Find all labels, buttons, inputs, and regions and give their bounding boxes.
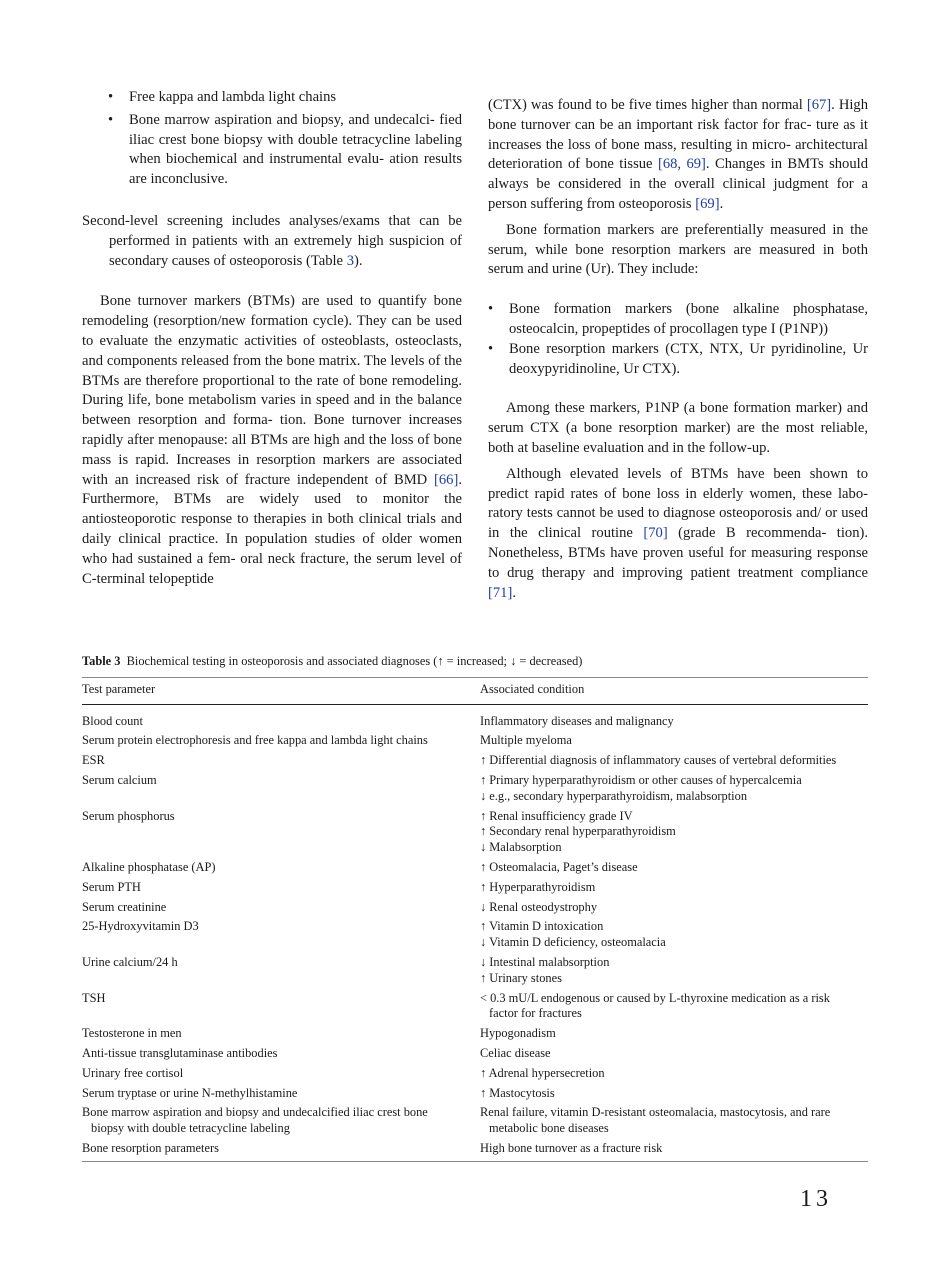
cell-text: ↑ Secondary renal hyperparathyroidism: [480, 824, 676, 839]
table-row: [82, 917, 868, 953]
test-parameter-cell: [82, 704, 480, 731]
cell-text: Urine calcium/24 h: [82, 954, 178, 969]
table-row: [82, 1103, 868, 1139]
cell-text: High bone turnover as a fracture risk: [480, 1140, 663, 1155]
cell-text: Serum creatinine: [82, 899, 167, 914]
cell-text: ↑ Urinary stones: [480, 970, 562, 985]
test-parameter-cell: [82, 807, 480, 858]
paragraph-text: ).: [353, 252, 363, 269]
associated-condition-cell: [480, 917, 868, 953]
cell-text: TSH: [82, 990, 106, 1005]
cell-text: ↓ Intestinal malabsorption: [480, 954, 610, 969]
associated-condition-cell: [480, 1024, 868, 1044]
p1np-paragraph: Among these markers, P1NP (a bone formation marker) and serum CTX (a bone resorption marker) are the most reliable, both at baseline evaluation and in the follow-up.: [488, 400, 868, 456]
associated-condition-cell: [480, 989, 868, 1025]
table-row: [82, 1044, 868, 1064]
test-parameter-cell: [82, 989, 480, 1025]
list-item-text: Bone marrow aspiration and biopsy, and undecalci- fied iliac crest bone biopsy with double tetracycline labeling when biochemical and instrumental evalu- ation results are inconclusive.: [129, 111, 462, 188]
associated-condition-cell: [480, 751, 868, 771]
test-parameter-cell: [82, 771, 480, 807]
right-column: [488, 96, 868, 603]
table-row: [82, 731, 868, 751]
table-row: [82, 989, 868, 1025]
cell-text: ↓ Renal osteodystrophy: [480, 899, 598, 914]
associated-condition-cell: [480, 1084, 868, 1104]
paragraph-text: .: [719, 195, 724, 212]
paragraph-text: (CTX) was found to be five times higher than normal: [488, 97, 807, 113]
table-row: [82, 898, 868, 918]
citation-link[interactable]: [66]: [434, 471, 459, 488]
test-parameter-cell: [82, 1103, 480, 1139]
table-row: [82, 1024, 868, 1044]
table-body: [82, 704, 868, 1161]
cell-text: ↓ Vitamin D deficiency, osteomalacia: [480, 935, 666, 950]
cell-text: Urinary free cortisol: [82, 1065, 184, 1080]
associated-condition-cell: [480, 704, 868, 731]
cell-text: biopsy with double tetracycline labeling: [91, 1121, 290, 1136]
cell-text: Serum PTH: [82, 879, 141, 894]
bullet-icon: •: [108, 89, 114, 105]
cell-text: Serum tryptase or urine N-methylhistamine: [82, 1085, 298, 1100]
table-row: [82, 704, 868, 731]
table-caption-text: Biochemical testing in osteoporosis and associated diagnoses (↑ = increased; ↓ = decreased): [126, 654, 583, 668]
associated-condition-cell: [480, 771, 868, 807]
test-parameter-cell: [82, 731, 480, 751]
cell-text: ↓ e.g., secondary hyperparathyroidism, malabsorption: [480, 788, 748, 803]
cell-text: ↑ Differential diagnosis of inflammatory causes of vertebral deformities: [480, 753, 837, 768]
test-parameter-cell: [82, 858, 480, 878]
marker-bullet-list: [488, 300, 868, 379]
cell-text: Blood count: [82, 713, 143, 728]
table-row: [82, 771, 868, 807]
formation-markers-paragraph: Bone formation markers are preferentially measured in the serum, while bone resorption markers are measured in both serum and urine (Ur). They include:: [488, 221, 868, 278]
list-item: [82, 111, 462, 190]
associated-condition-cell: [480, 898, 868, 918]
cell-text: ↑ Renal insufficiency grade IV: [480, 808, 633, 823]
citation-link[interactable]: [68, 69]: [657, 156, 706, 173]
table-row: [82, 751, 868, 771]
table-row: [82, 858, 868, 878]
associated-condition-cell: [480, 1103, 868, 1139]
paragraph-text: Although elevated levels of BTMs have been shown to predict rapid rates of bone loss in elderly women, these labo- ratory tests cannot be used to diagnose osteoporosis and/ or used in the clinical routine: [488, 465, 868, 542]
list-item-text: Bone formation markers (bone alkaline phosphatase, osteocalcin, propeptides of procollagen type I (P1NP)): [509, 301, 868, 337]
test-parameter-cell: [82, 1044, 480, 1064]
table-reference-link[interactable]: 3: [346, 252, 354, 269]
cell-text: ESR: [82, 753, 105, 768]
bullet-icon: •: [488, 301, 494, 318]
paragraph-text: . Furthermore, BTMs are widely used to monitor the antiosteoporotic response to therapies in both clinical trials and daily clinical practice. In population studies of older women who had sustained a fem- oral neck fracture, the serum level of C-terminal telopeptide: [82, 471, 462, 587]
associated-condition-cell: [480, 731, 868, 751]
test-parameter-cell: [82, 898, 480, 918]
associated-condition-cell: [480, 1064, 868, 1084]
cell-text: Serum calcium: [82, 772, 157, 787]
biochemical-testing-table: [82, 677, 868, 1162]
table-row: [82, 1084, 868, 1104]
cell-text: Bone marrow aspiration and biopsy and undecalcified iliac crest bone: [82, 1105, 428, 1120]
second-level-paragraph: [82, 212, 462, 271]
table-row: [82, 878, 868, 898]
cell-text: Alkaline phosphatase (AP): [82, 859, 216, 874]
citation-link[interactable]: [69]: [695, 195, 720, 212]
cell-text: Serum protein electrophoresis and free kappa and lambda light chains: [82, 733, 428, 748]
test-parameter-cell: [82, 1139, 480, 1161]
cell-text: < 0.3 mU/L endogenous or caused by L-thyroxine medication as a risk: [480, 990, 830, 1005]
table-header-row: [82, 677, 868, 704]
test-parameter-cell: [82, 1024, 480, 1044]
citation-link[interactable]: [67]: [806, 97, 832, 113]
cell-text: ↑ Primary hyperparathyroidism or other causes of hypercalcemia: [480, 772, 802, 787]
left-column: [82, 88, 462, 589]
paragraph-text: (grade B recommenda- tion). Nonetheless, BTMs have proven useful for measuring response to drug therapy and improving patient treatment compliance: [488, 525, 869, 581]
test-parameter-cell: [82, 1064, 480, 1084]
table-label: Table 3: [82, 654, 121, 668]
table-row: [82, 807, 868, 858]
column-header-test-parameter: Test parameter: [82, 677, 480, 704]
cell-text: ↑ Osteomalacia, Paget’s disease: [480, 859, 638, 874]
cell-text: Anti-tissue transglutaminase antibodies: [82, 1045, 278, 1060]
cell-text: ↑ Mastocytosis: [480, 1085, 555, 1100]
cell-text: Renal failure, vitamin D-resistant osteomalacia, mastocytosis, and rare: [480, 1105, 831, 1120]
citation-link[interactable]: [70]: [643, 525, 668, 542]
associated-condition-cell: [480, 953, 868, 989]
cell-text: ↑ Vitamin D intoxication: [480, 919, 604, 934]
associated-condition-cell: [480, 878, 868, 898]
list-item-text: Free kappa and lambda light chains: [129, 89, 337, 105]
cell-text: Inflammatory diseases and malignancy: [480, 713, 674, 728]
list-item: [488, 300, 868, 340]
cell-text: Serum phosphorus: [82, 808, 175, 823]
test-parameter-cell: [82, 953, 480, 989]
paragraph-text: . Changes in BMTs should always be considered in the overall clinical judgment for a person suffering from osteoporosis: [488, 156, 869, 212]
cell-text: ↑ Hyperparathyroidism: [480, 879, 596, 894]
test-parameter-cell: [82, 1084, 480, 1104]
elevated-btm-paragraph: [488, 465, 868, 604]
cell-text: ↓ Malabsorption: [480, 840, 562, 855]
table-caption: [82, 654, 868, 670]
column-header-associated-condition: Associated condition: [480, 677, 868, 704]
cell-text: Testosterone in men: [82, 1026, 182, 1041]
bullet-icon: •: [488, 340, 494, 357]
cell-text: Bone resorption parameters: [82, 1140, 219, 1155]
cell-text: factor for fractures: [489, 1006, 582, 1021]
paragraph-text: .: [512, 584, 516, 601]
table-row: [82, 1064, 868, 1084]
paragraph-text: Second-level screening includes analyses/exams that can be performed in patients with an extremely high suspicion of secondary causes of osteoporosis (Table: [82, 212, 462, 269]
associated-condition-cell: [480, 1044, 868, 1064]
paragraph-text: . High bone turnover can be an important risk factor for frac- ture as it increases the loss of bone mass, resulting in micro- architectural deterioration of bone tissue: [488, 97, 869, 173]
test-parameter-cell: [82, 917, 480, 953]
paragraph-text: Bone turnover markers (BTMs) are used to quantify bone remodeling (resorption/new formation cycle). They can be used to evaluate the enzymatic activities of osteoblasts, osteoclasts, and components released from the bone matrix. The levels of the BTMs are therefore proportional to the rate of bone remodeling. During life, bone metabolism varies in speed and in the balance between resorption and forma- tion. Bone turnover increases rapidly after menopause: all BTMs are high and the loss of bone mass is rapid. Increases in resorption markers are associated with an increased risk of fracture independent of BMD: [82, 293, 462, 488]
table-row: [82, 953, 868, 989]
cell-text: Hypogonadism: [480, 1026, 556, 1041]
list-item: [488, 340, 868, 380]
associated-condition-cell: [480, 858, 868, 878]
cell-text: metabolic bone diseases: [489, 1121, 609, 1136]
cell-text: Multiple myeloma: [480, 733, 572, 748]
page-number: 13: [800, 1186, 832, 1212]
btm-paragraph: [82, 292, 462, 589]
cell-text: 25-Hydroxyvitamin D3: [82, 919, 199, 934]
cell-text: ↑ Adrenal hypersecretion: [480, 1065, 605, 1080]
list-item-text: Bone resorption markers (CTX, NTX, Ur pyridinoline, Ur deoxypyridinoline, Ur CTX).: [509, 340, 868, 377]
ctx-paragraph: [488, 96, 868, 215]
exam-bullet-list: [82, 88, 462, 190]
table-3: [82, 654, 868, 1162]
citation-link[interactable]: [71]: [488, 584, 513, 601]
associated-condition-cell: [480, 1139, 868, 1161]
test-parameter-cell: [82, 878, 480, 898]
bullet-icon: •: [108, 111, 114, 128]
cell-text: Celiac disease: [480, 1045, 551, 1060]
table-row: [82, 1139, 868, 1161]
list-item: [82, 88, 462, 108]
test-parameter-cell: [82, 751, 480, 771]
associated-condition-cell: [480, 807, 868, 858]
